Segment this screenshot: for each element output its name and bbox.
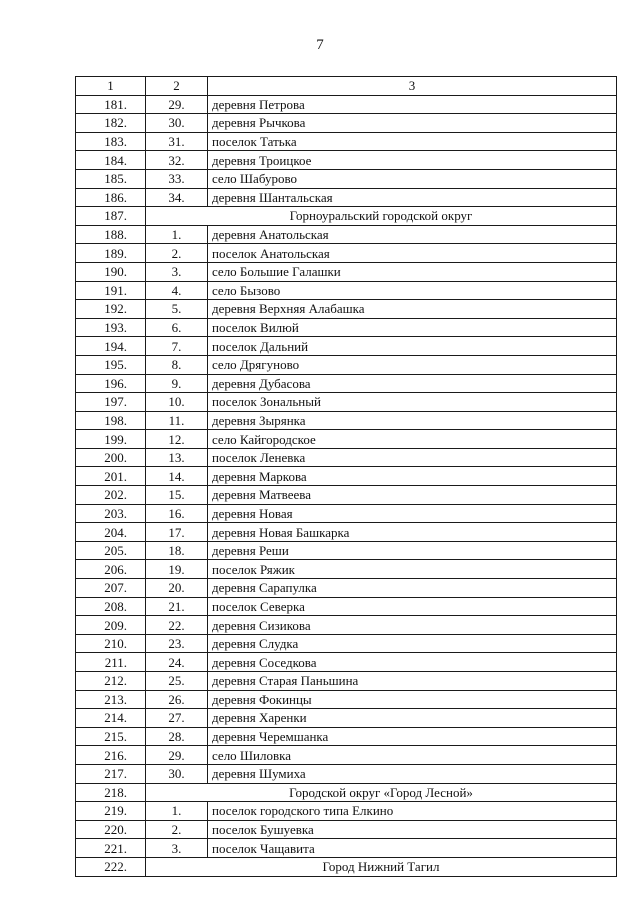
row-number-cell: 196. — [76, 374, 146, 393]
row-number-cell: 186. — [76, 188, 146, 207]
settlement-name-cell: деревня Анатольская — [208, 225, 617, 244]
sub-number-cell: 24. — [146, 653, 208, 672]
settlement-name-cell: село Кайгородское — [208, 430, 617, 449]
table-row — [76, 467, 617, 486]
settlement-name-cell: деревня Слудка — [208, 634, 617, 653]
settlement-name-cell: поселок Бушуевка — [208, 820, 617, 839]
sub-number-cell: 8. — [146, 355, 208, 374]
table-row — [76, 560, 617, 579]
settlements-table — [75, 76, 617, 877]
table-row — [76, 820, 617, 839]
sub-number-cell: 17. — [146, 523, 208, 542]
row-number-cell: 221. — [76, 839, 146, 858]
table-row — [76, 225, 617, 244]
settlement-name-cell: деревня Рычкова — [208, 114, 617, 133]
settlement-name-cell: деревня Верхняя Алабашка — [208, 300, 617, 319]
sub-number-cell: 30. — [146, 764, 208, 783]
settlement-name-cell: деревня Соседкова — [208, 653, 617, 672]
sub-number-cell: 4. — [146, 281, 208, 300]
table-row — [76, 746, 617, 765]
sub-number-cell: 16. — [146, 504, 208, 523]
settlement-name-cell: деревня Петрова — [208, 95, 617, 114]
table-row — [76, 653, 617, 672]
settlement-name-cell: поселок Чащавита — [208, 839, 617, 858]
row-number-cell: 192. — [76, 300, 146, 319]
settlement-name-cell: село Дрягуново — [208, 355, 617, 374]
settlement-name-cell: поселок Северка — [208, 597, 617, 616]
settlement-name-cell: деревня Шантальская — [208, 188, 617, 207]
sub-number-cell: 19. — [146, 560, 208, 579]
row-number-cell: 189. — [76, 244, 146, 263]
sub-number-cell: 26. — [146, 690, 208, 709]
table-row — [76, 393, 617, 412]
row-number-cell: 185. — [76, 169, 146, 188]
table-row — [76, 355, 617, 374]
sub-number-cell: 13. — [146, 448, 208, 467]
sub-number-cell: 33. — [146, 169, 208, 188]
table-row — [76, 281, 617, 300]
row-number-cell: 190. — [76, 262, 146, 281]
settlement-name-cell: деревня Реши — [208, 541, 617, 560]
sub-number-cell: 29. — [146, 95, 208, 114]
row-number-cell: 204. — [76, 523, 146, 542]
settlement-name-cell: деревня Зырянка — [208, 411, 617, 430]
settlement-name-cell: поселок Ряжик — [208, 560, 617, 579]
row-number-cell: 205. — [76, 541, 146, 560]
table-group-row — [76, 783, 617, 802]
row-number-cell: 182. — [76, 114, 146, 133]
sub-number-cell: 27. — [146, 709, 208, 728]
row-number-cell: 202. — [76, 486, 146, 505]
table-row — [76, 634, 617, 653]
settlement-name-cell: поселок Зональный — [208, 393, 617, 412]
sub-number-cell: 30. — [146, 114, 208, 133]
table-row — [76, 300, 617, 319]
sub-number-cell: 15. — [146, 486, 208, 505]
row-number-cell: 211. — [76, 653, 146, 672]
settlement-name-cell: село Шиловка — [208, 746, 617, 765]
sub-number-cell: 3. — [146, 262, 208, 281]
table-row — [76, 337, 617, 356]
sub-number-cell: 10. — [146, 393, 208, 412]
settlement-name-cell: деревня Матвеева — [208, 486, 617, 505]
sub-number-cell: 7. — [146, 337, 208, 356]
settlement-name-cell: село Бызово — [208, 281, 617, 300]
row-number-cell: 187. — [76, 207, 146, 226]
row-number-cell: 212. — [76, 672, 146, 691]
row-number-cell: 188. — [76, 225, 146, 244]
sub-number-cell: 25. — [146, 672, 208, 691]
table-row — [76, 523, 617, 542]
table-row — [76, 318, 617, 337]
sub-number-cell: 23. — [146, 634, 208, 653]
table-row — [76, 616, 617, 635]
row-number-cell: 222. — [76, 857, 146, 876]
settlement-name-cell: село Большие Галашки — [208, 262, 617, 281]
row-number-cell: 201. — [76, 467, 146, 486]
settlement-name-cell: деревня Сарапулка — [208, 579, 617, 598]
settlement-name-cell: деревня Новая — [208, 504, 617, 523]
group-title-cell: Город Нижний Тагил — [146, 857, 617, 876]
sub-number-cell: 2. — [146, 820, 208, 839]
table-row — [76, 430, 617, 449]
table-row — [76, 244, 617, 263]
table-row — [76, 504, 617, 523]
column-header-3: 3 — [208, 77, 617, 96]
row-number-cell: 203. — [76, 504, 146, 523]
settlement-name-cell: поселок Леневка — [208, 448, 617, 467]
settlement-name-cell: деревня Дубасова — [208, 374, 617, 393]
sub-number-cell: 1. — [146, 802, 208, 821]
sub-number-cell: 34. — [146, 188, 208, 207]
settlement-name-cell: поселок Вилюй — [208, 318, 617, 337]
settlement-name-cell: село Шабурово — [208, 169, 617, 188]
settlement-name-cell: поселок Анатольская — [208, 244, 617, 263]
row-number-cell: 194. — [76, 337, 146, 356]
column-header-1: 1 — [76, 77, 146, 96]
sub-number-cell: 12. — [146, 430, 208, 449]
row-number-cell: 214. — [76, 709, 146, 728]
sub-number-cell: 20. — [146, 579, 208, 598]
sub-number-cell: 1. — [146, 225, 208, 244]
settlement-name-cell: деревня Фокинцы — [208, 690, 617, 709]
row-number-cell: 206. — [76, 560, 146, 579]
row-number-cell: 220. — [76, 820, 146, 839]
row-number-cell: 209. — [76, 616, 146, 635]
page-number: 7 — [316, 37, 324, 53]
settlement-name-cell: поселок городского типа Елкино — [208, 802, 617, 821]
table-row — [76, 95, 617, 114]
table-row — [76, 448, 617, 467]
table-row — [76, 262, 617, 281]
row-number-cell: 219. — [76, 802, 146, 821]
settlement-name-cell: деревня Шумиха — [208, 764, 617, 783]
settlement-name-cell: деревня Старая Паньшина — [208, 672, 617, 691]
table-row — [76, 114, 617, 133]
sub-number-cell: 9. — [146, 374, 208, 393]
sub-number-cell: 29. — [146, 746, 208, 765]
settlement-name-cell: поселок Дальний — [208, 337, 617, 356]
table-row — [76, 802, 617, 821]
row-number-cell: 210. — [76, 634, 146, 653]
sub-number-cell: 32. — [146, 151, 208, 170]
table-row — [76, 764, 617, 783]
table-row — [76, 541, 617, 560]
row-number-cell: 184. — [76, 151, 146, 170]
sub-number-cell: 18. — [146, 541, 208, 560]
sub-number-cell: 31. — [146, 132, 208, 151]
row-number-cell: 181. — [76, 95, 146, 114]
table-group-row — [76, 207, 617, 226]
settlement-name-cell: деревня Черемшанка — [208, 727, 617, 746]
settlement-name-cell: деревня Троицкое — [208, 151, 617, 170]
table-row — [76, 411, 617, 430]
row-number-cell: 208. — [76, 597, 146, 616]
settlement-name-cell: деревня Новая Башкарка — [208, 523, 617, 542]
table-row — [76, 839, 617, 858]
table-row — [76, 188, 617, 207]
group-title-cell: Горноуральский городской округ — [146, 207, 617, 226]
settlement-name-cell: деревня Сизикова — [208, 616, 617, 635]
table-body — [76, 77, 617, 877]
sub-number-cell: 11. — [146, 411, 208, 430]
sub-number-cell: 2. — [146, 244, 208, 263]
sub-number-cell: 5. — [146, 300, 208, 319]
table-row — [76, 151, 617, 170]
table-row — [76, 727, 617, 746]
row-number-cell: 198. — [76, 411, 146, 430]
row-number-cell: 216. — [76, 746, 146, 765]
settlement-name-cell: поселок Татька — [208, 132, 617, 151]
table-row — [76, 690, 617, 709]
group-title-cell: Городской округ «Город Лесной» — [146, 783, 617, 802]
sub-number-cell: 22. — [146, 616, 208, 635]
sub-number-cell: 6. — [146, 318, 208, 337]
sub-number-cell: 28. — [146, 727, 208, 746]
settlement-name-cell: деревня Маркова — [208, 467, 617, 486]
table-row — [76, 672, 617, 691]
row-number-cell: 217. — [76, 764, 146, 783]
table-row — [76, 169, 617, 188]
table-row — [76, 486, 617, 505]
row-number-cell: 200. — [76, 448, 146, 467]
table-header-row — [76, 77, 617, 96]
row-number-cell: 218. — [76, 783, 146, 802]
sub-number-cell: 14. — [146, 467, 208, 486]
row-number-cell: 197. — [76, 393, 146, 412]
row-number-cell: 199. — [76, 430, 146, 449]
row-number-cell: 193. — [76, 318, 146, 337]
table-row — [76, 597, 617, 616]
sub-number-cell: 3. — [146, 839, 208, 858]
row-number-cell: 183. — [76, 132, 146, 151]
row-number-cell: 191. — [76, 281, 146, 300]
settlement-name-cell: деревня Харенки — [208, 709, 617, 728]
column-header-2: 2 — [146, 77, 208, 96]
row-number-cell: 195. — [76, 355, 146, 374]
sub-number-cell: 21. — [146, 597, 208, 616]
row-number-cell: 215. — [76, 727, 146, 746]
table-group-row — [76, 857, 617, 876]
table-row — [76, 374, 617, 393]
row-number-cell: 213. — [76, 690, 146, 709]
row-number-cell: 207. — [76, 579, 146, 598]
table-row — [76, 132, 617, 151]
table-row — [76, 709, 617, 728]
table-row — [76, 579, 617, 598]
